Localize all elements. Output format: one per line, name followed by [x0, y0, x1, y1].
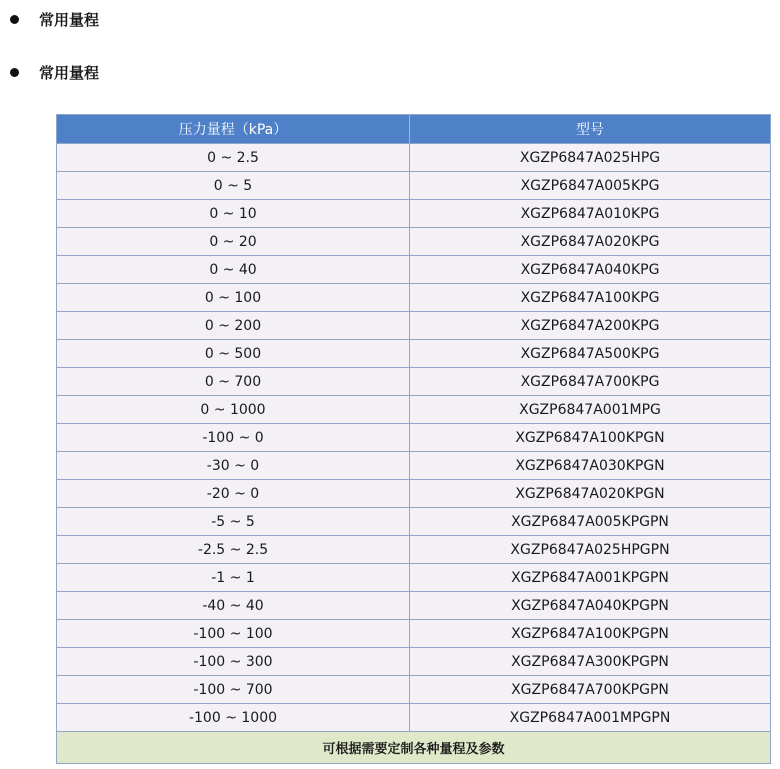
model-number-cell: XGZP6847A025HPG — [519, 149, 661, 166]
model-number-cell: XGZP6847A030KPGN — [515, 457, 665, 474]
table-row — [57, 703, 770, 731]
bullet-icon — [10, 68, 19, 77]
pressure-range-cell: 0 ~ 40 — [57, 256, 410, 283]
bullet-icon — [10, 15, 19, 24]
model-number-cell: XGZP6847A005KPG — [520, 177, 660, 194]
model-number-cell: XGZP6847A200KPG — [520, 317, 660, 334]
model-number-cell: XGZP6847A001MPG — [519, 401, 661, 418]
model-number-cell: XGZP6847A100KPGPN — [511, 625, 669, 642]
section-heading-2 — [10, 62, 99, 83]
pressure-range-cell: -40 ~ 40 — [57, 592, 410, 619]
model-number-cell: XGZP6847A040KPG — [520, 261, 660, 278]
table-row — [57, 311, 770, 339]
model-number-cell: XGZP6847A010KPG — [520, 205, 660, 222]
table-row — [57, 367, 770, 395]
table-row — [57, 339, 770, 367]
pressure-range-cell: -100 ~ 1000 — [57, 704, 410, 731]
column-header-range: 压力量程（kPa） — [57, 115, 410, 143]
pressure-range-cell: -2.5 ~ 2.5 — [57, 536, 410, 563]
model-number-cell: XGZP6847A001MPGPN — [509, 709, 671, 726]
column-header-model: 型号 — [576, 122, 604, 138]
table-row — [57, 507, 770, 535]
pressure-range-cell: 0 ~ 200 — [57, 312, 410, 339]
table-row — [57, 143, 770, 171]
model-number-cell: XGZP6847A005KPGPN — [511, 513, 669, 530]
model-number-cell: XGZP6847A300KPGPN — [511, 653, 669, 670]
pressure-range-cell: -5 ~ 5 — [57, 508, 410, 535]
model-number-cell: XGZP6847A700KPGPN — [511, 681, 669, 698]
pressure-range-table — [56, 114, 771, 764]
pressure-range-cell: 0 ~ 700 — [57, 368, 410, 395]
model-number-cell: XGZP6847A100KPG — [520, 289, 660, 306]
table-row — [57, 423, 770, 451]
table-row — [57, 619, 770, 647]
model-number-cell: XGZP6847A040KPGPN — [511, 597, 669, 614]
table-body — [57, 143, 770, 731]
pressure-range-cell: -100 ~ 700 — [57, 676, 410, 703]
pressure-range-cell: -30 ~ 0 — [57, 452, 410, 479]
pressure-range-cell: -100 ~ 300 — [57, 648, 410, 675]
table-row — [57, 675, 770, 703]
table-row — [57, 647, 770, 675]
table-row — [57, 591, 770, 619]
table-row — [57, 199, 770, 227]
pressure-range-cell: 0 ~ 500 — [57, 340, 410, 367]
pressure-range-cell: 0 ~ 1000 — [57, 396, 410, 423]
pressure-range-cell: -100 ~ 0 — [57, 424, 410, 451]
pressure-range-cell: 0 ~ 100 — [57, 284, 410, 311]
section-heading-text: 常用量程 — [39, 11, 100, 29]
pressure-range-cell: 0 ~ 5 — [57, 172, 410, 199]
pressure-range-cell: -20 ~ 0 — [57, 480, 410, 507]
table-row — [57, 479, 770, 507]
table-footer-note: 可根据需要定制各种量程及参数 — [57, 731, 770, 763]
section-heading-1 — [10, 9, 99, 30]
table-row — [57, 395, 770, 423]
model-number-cell: XGZP6847A001KPGPN — [511, 569, 669, 586]
table-row — [57, 171, 770, 199]
table-row — [57, 451, 770, 479]
pressure-range-cell: 0 ~ 20 — [57, 228, 410, 255]
section-heading-text: 常用量程 — [39, 64, 100, 82]
model-number-cell: XGZP6847A700KPG — [520, 373, 660, 390]
table-row — [57, 227, 770, 255]
table-row — [57, 255, 770, 283]
table-row — [57, 535, 770, 563]
pressure-range-cell: -100 ~ 100 — [57, 620, 410, 647]
pressure-range-cell: -1 ~ 1 — [57, 564, 410, 591]
table-header-row — [57, 115, 770, 143]
pressure-range-cell: 0 ~ 10 — [57, 200, 410, 227]
pressure-range-cell: 0 ~ 2.5 — [57, 144, 410, 171]
table-row — [57, 563, 770, 591]
model-number-cell: XGZP6847A025HPGPN — [510, 541, 670, 558]
model-number-cell: XGZP6847A020KPG — [520, 233, 660, 250]
model-number-cell: XGZP6847A500KPG — [520, 345, 660, 362]
model-number-cell: XGZP6847A020KPGN — [515, 485, 665, 502]
table-row — [57, 283, 770, 311]
model-number-cell: XGZP6847A100KPGN — [515, 429, 665, 446]
